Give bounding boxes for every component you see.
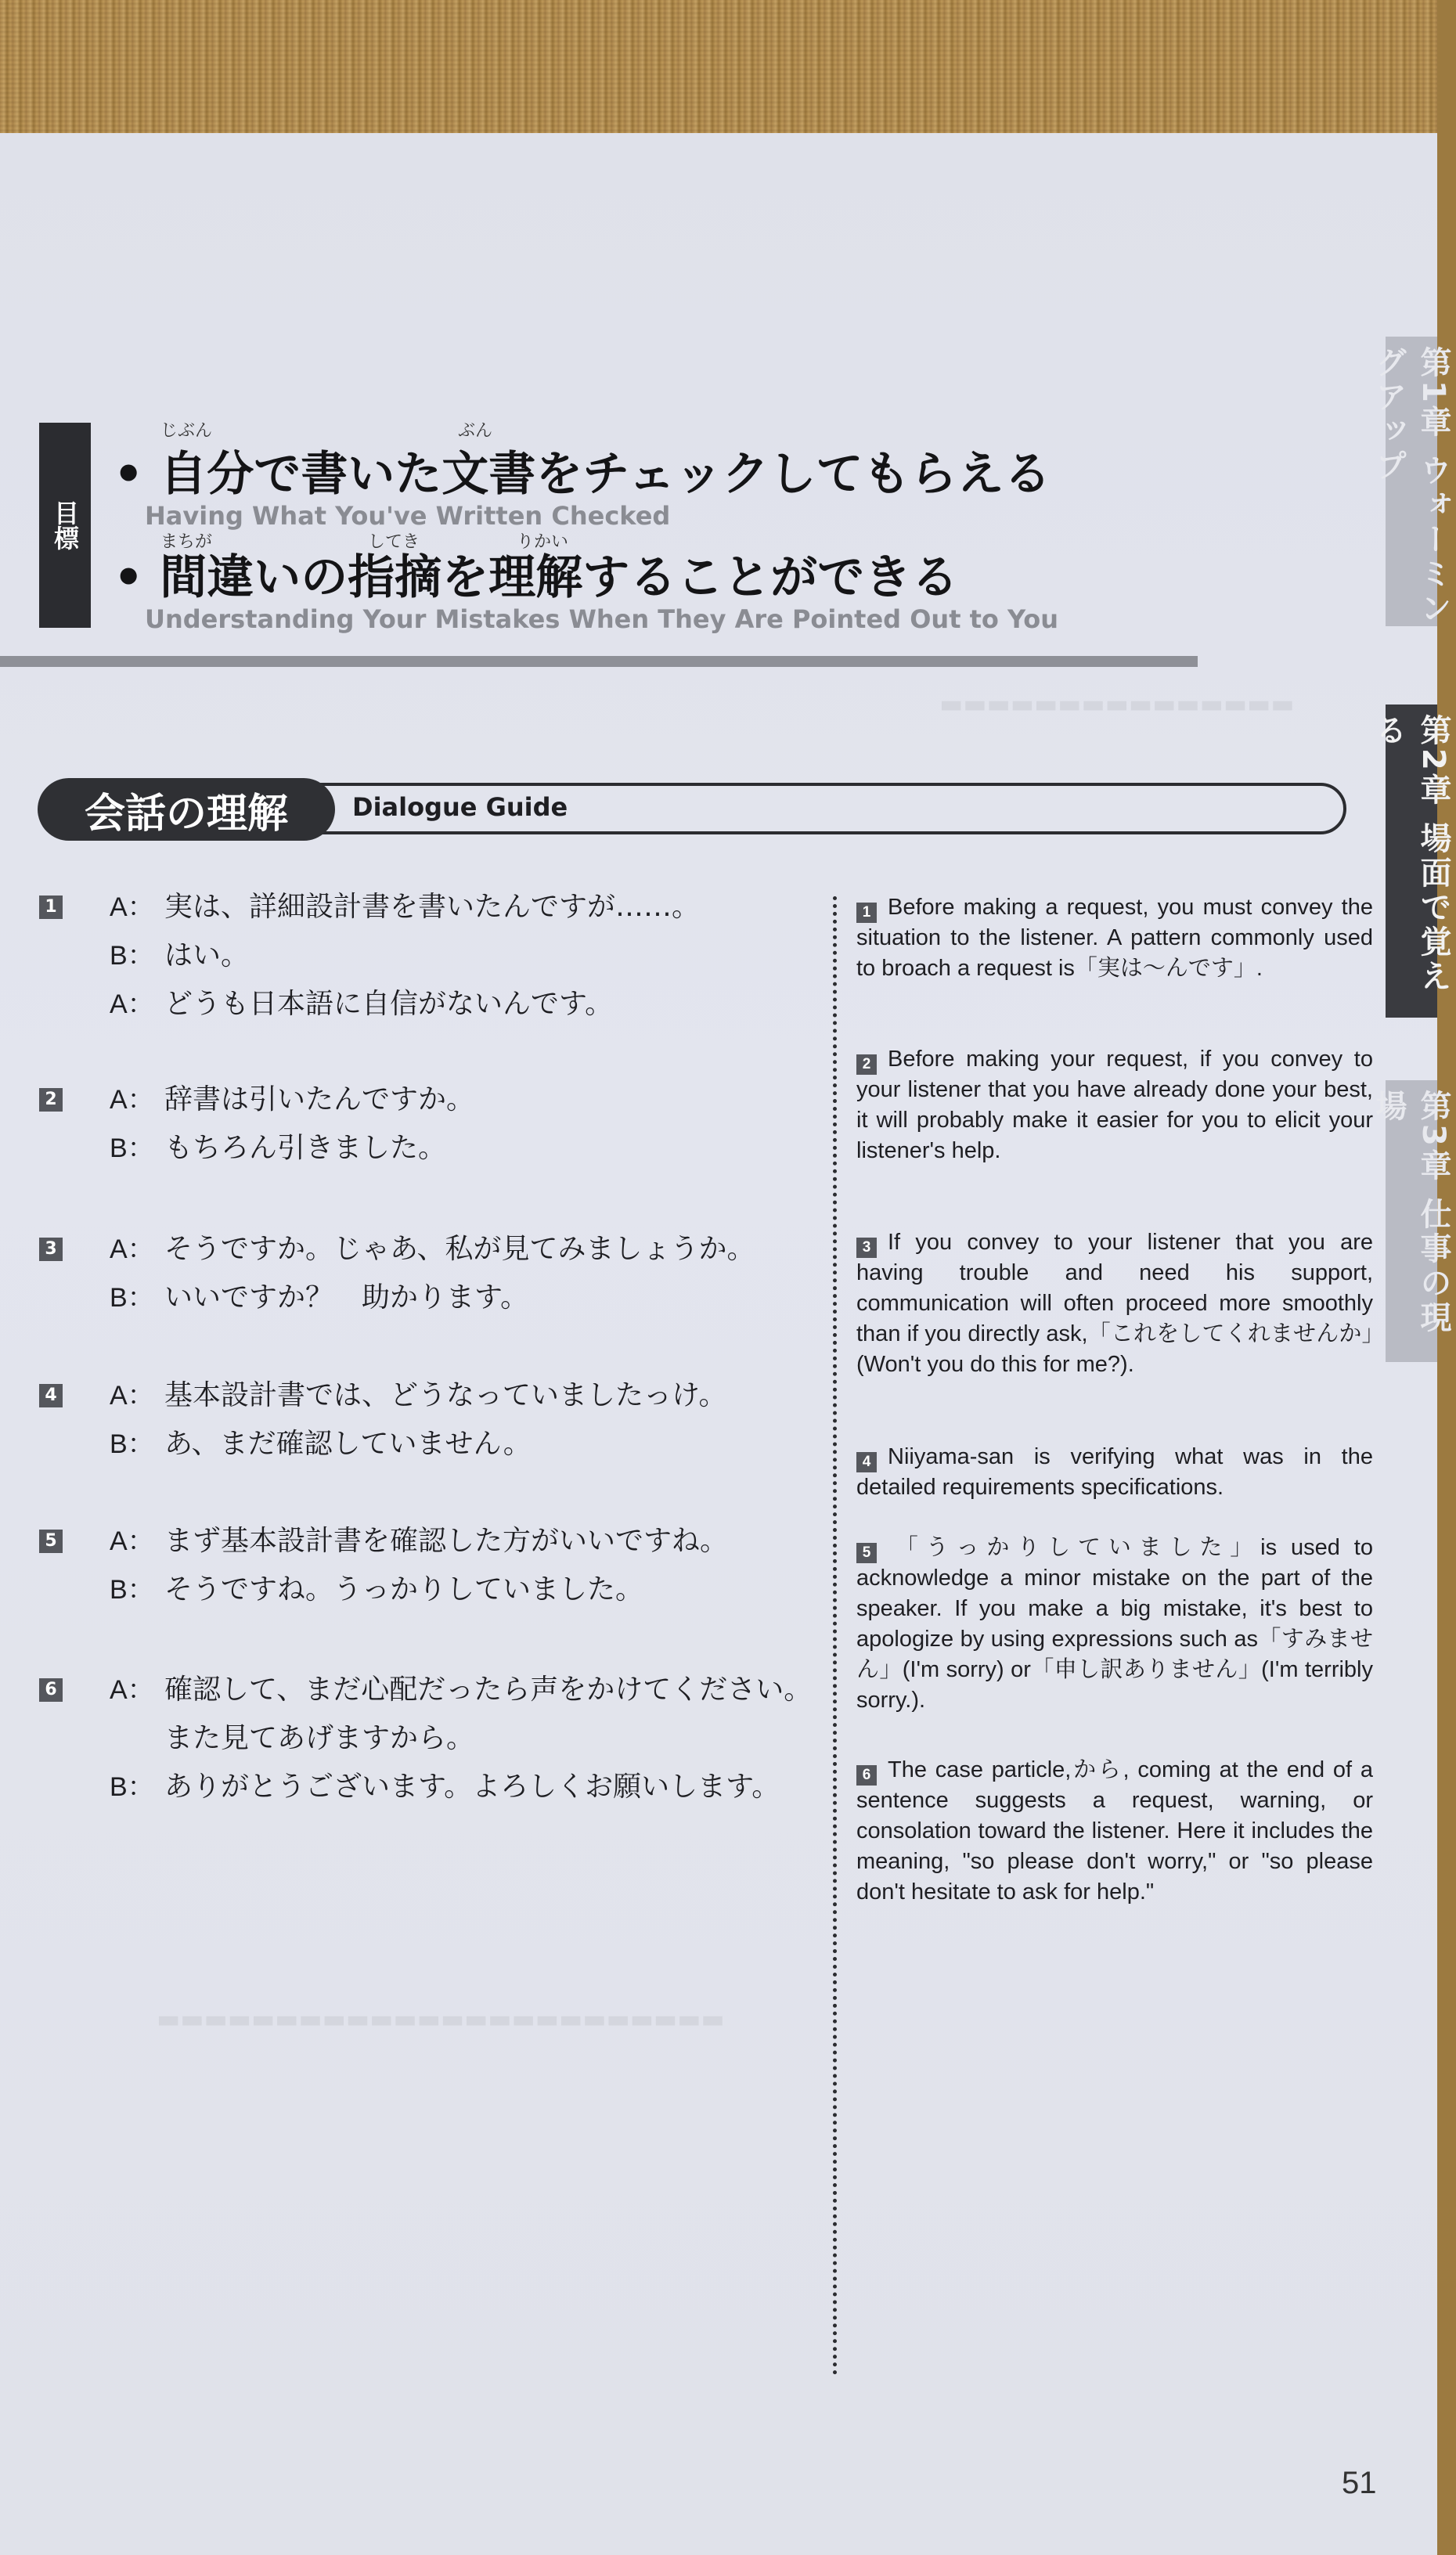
speaker-label: B： [110, 941, 154, 971]
dialogue-line: そうですか。じゃあ、私が見てみましょうか。 [164, 1233, 755, 1265]
dialogue-line: いいですか？ 助かります。 [164, 1281, 529, 1314]
objective-item-2 [114, 540, 1058, 634]
dialogue-line: 実は、詳細設計書を書いたんですが……。 [164, 891, 701, 923]
side-tab-chapter-3[interactable] [1371, 1080, 1451, 1362]
dialogue-guide-subtitle: Dialogue Guide [352, 792, 568, 822]
furigana: ぶん [458, 421, 493, 441]
furigana: まちが [160, 532, 213, 552]
dialogue-line: もちろん引きました。 [164, 1132, 447, 1164]
note-text: Before making your request, if you convey to your listener that you have already done your best, it will probably make it easier for you to elicit your listener's help. [856, 1047, 1373, 1163]
side-tab-chapter-2[interactable] [1371, 705, 1451, 1018]
dialogue-number: 3 [39, 1238, 63, 1261]
side-tab-chapter-1[interactable] [1371, 337, 1451, 626]
dialogue-number: 5 [39, 1530, 63, 1553]
speaker-label: A： [110, 892, 154, 922]
dialogue-line: ありがとうございます。よろしくお願いします。 [164, 1771, 780, 1803]
dialogue-1 [39, 883, 814, 1029]
note-number: 2 [856, 1054, 877, 1075]
dialogue-3 [39, 1225, 814, 1322]
objective-title-en: Understanding Your Mistakes When They Are Pointed Out to You [145, 604, 1059, 634]
dialogue-line: 辞書は引いたんですか。 [164, 1083, 475, 1115]
note-text: 「うっかりしていました」is used to acknowledge a minor mistake on the part of the speaker. If you make a big mistake, it's best to apologize by using expressions such as「すみません」(I'm sorry) or「申し訳ありません」(I'm terribly sorry.). [856, 1535, 1373, 1713]
note-3 [856, 1227, 1373, 1380]
dialogue-number: 6 [39, 1678, 63, 1702]
dialogue-2 [39, 1076, 814, 1173]
header-rule [0, 656, 1198, 667]
side-tab-label: 第3章 仕事の現場 [1371, 1090, 1451, 1335]
objective-item-1 [114, 437, 1051, 531]
speaker-label: A： [110, 1526, 154, 1556]
dialogue-guide-title: 会話の理解 [38, 778, 335, 841]
speaker-label: B： [110, 1283, 154, 1313]
dialogue-line: 基本設計書では、どうなっていましたっけ。 [164, 1379, 727, 1411]
speaker-label: A： [110, 1085, 154, 1115]
dialogue-line: そうですね。うっかりしていました。 [164, 1573, 644, 1605]
note-6 [856, 1755, 1373, 1908]
speaker-label: B： [110, 1429, 154, 1459]
note-number: 6 [856, 1765, 877, 1786]
objective-title-jp: • 自分で書いた文書をチェックしてもらえる [114, 447, 1051, 502]
objectives-label-text: 目標 [50, 500, 80, 550]
dialogue-6 [39, 1666, 814, 1811]
dialogue-line: 確認して、まだ心配だったら声をかけてください。また見てあげますから。 [164, 1674, 813, 1754]
note-1 [856, 892, 1373, 984]
speaker-label: B： [110, 1575, 154, 1605]
objective-jp-text: 自分で書いた文書をチェックしてもらえる [160, 447, 1051, 502]
show-through-text: ▬▬▬▬▬▬▬▬▬▬▬▬▬▬▬ [939, 689, 1295, 719]
speaker-label: A： [110, 989, 154, 1019]
dialogue-5 [39, 1517, 814, 1614]
speaker-label: A： [110, 1234, 154, 1264]
objective-title-en: Having What You've Written Checked [145, 501, 671, 531]
dialogue-number: 4 [39, 1384, 63, 1407]
column-divider [833, 896, 837, 2376]
furigana: りかい [517, 532, 569, 552]
speaker-label: B： [110, 1133, 154, 1163]
side-tab-label: 第1章 ウォーミングアップ [1371, 346, 1451, 626]
dialogue-line: はい。 [164, 939, 250, 971]
note-text: Before making a request, you must convey the situation to the listener. A pattern commonly used to broach a request is「実は～んです」. [856, 895, 1373, 981]
note-number: 3 [856, 1238, 877, 1258]
speaker-label: B： [110, 1772, 154, 1802]
wooden-background [0, 0, 1437, 145]
dialogue-4 [39, 1371, 814, 1468]
furigana: してき [368, 532, 420, 552]
note-number: 1 [856, 903, 877, 923]
page-number: 51 [1342, 2466, 1377, 2500]
speaker-label: A： [110, 1675, 154, 1705]
objective-jp-text: 間違いの指摘を理解することができる [160, 550, 959, 605]
side-tab-label: 第2章 場面で覚える [1371, 714, 1451, 994]
dialogue-line: どうも日本語に自信がないんです。 [164, 988, 614, 1020]
dialogue-line: まず基本設計書を確認した方がいいですね。 [164, 1525, 729, 1557]
note-number: 4 [856, 1452, 877, 1472]
speaker-label: A： [110, 1381, 154, 1411]
note-text: The case particle,から, coming at the end of a sentence suggests a request, warning, or consolation toward the listener. Here it includes the meaning, "so please don't worry," or "so please don't hesitate to ask for help." [856, 1757, 1373, 1905]
furigana: じぶん [160, 421, 213, 441]
dialogue-line: あ、まだ確認していません。 [164, 1428, 532, 1460]
dialogue-number: 2 [39, 1088, 63, 1112]
dialogue-number: 1 [39, 896, 63, 919]
note-number: 5 [856, 1543, 877, 1563]
note-2 [856, 1044, 1373, 1166]
note-4 [856, 1442, 1373, 1503]
note-text: If you convey to your listener that you are having trouble and need his support, communication will often proceed more smoothly than if you directly ask,「これをしてくれませんか」(Won't you do this for me?). [856, 1230, 1373, 1377]
note-text: Niiyama-san is verifying what was in the detailed requirements specifications. [856, 1444, 1373, 1500]
objectives-label [39, 423, 91, 628]
show-through-text: ▬▬▬▬▬▬▬▬▬▬▬▬▬▬▬▬▬▬▬▬▬▬▬▬ [157, 2004, 725, 2034]
objective-title-jp: • 間違いの指摘を理解することができる [114, 550, 959, 605]
note-5 [856, 1533, 1373, 1716]
